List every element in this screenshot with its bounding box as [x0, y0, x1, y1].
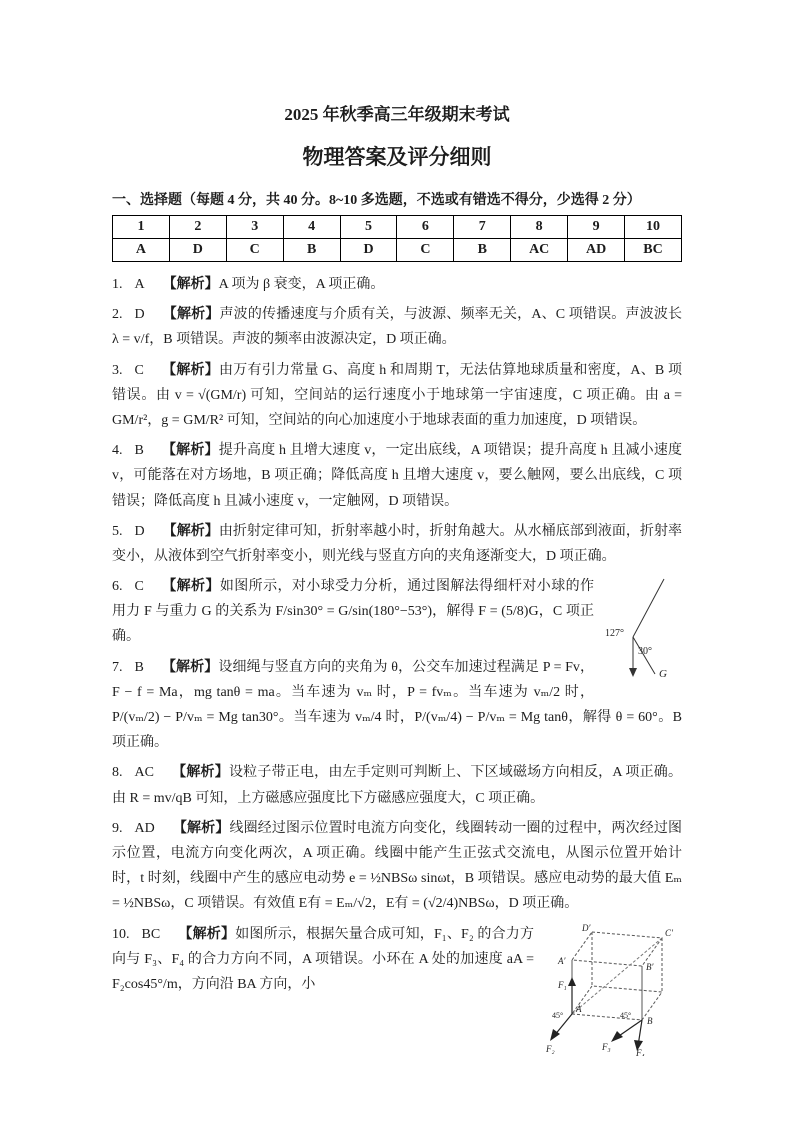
- jiexi-label: 【解析】: [171, 765, 229, 781]
- q6-figure: [604, 574, 682, 689]
- jiexi-label: 【解析】: [161, 659, 219, 675]
- explanation-text: 设细绳与竖直方向的夹角为 θ，公交车加速过程满足 P = Fv，F − f = Ma，mg tanθ = ma。当车速为 vₘ 时，P = fvₘ。当车速为 vₘ/2 时，P/(vₘ/2) − P/vₘ = Mg tan30°。当车速为 vₘ/4 时，P/(vₘ/4) − P/vₘ = Mg tanθ，解得 θ = 60°。B 项正确。: [112, 659, 682, 751]
- answer-cell: AC: [511, 239, 568, 262]
- jiexi-label: 【解析】: [161, 579, 220, 595]
- explanation-q2: [112, 302, 682, 352]
- explanation-q7: [112, 655, 682, 756]
- answer-cell: AD: [568, 239, 625, 262]
- answer-cell: C: [397, 239, 454, 262]
- explanation-text: 声波的传播速度与介质有关，与波源、频率无关，A、C 项错误。声波波长 λ = v/f，B 项错误。声波的频率由波源决定，D 项正确。: [112, 307, 683, 348]
- question-answer: BC: [141, 926, 161, 942]
- jiexi-label: 【解析】: [162, 277, 219, 292]
- vertex-a-prime-label: A′: [558, 955, 566, 966]
- explanation-q9: [112, 816, 682, 917]
- question-number: 3.: [112, 362, 123, 378]
- vertex-b-prime-label: B′: [646, 961, 654, 972]
- question-number-cell: 3: [226, 216, 283, 239]
- question-number: 4.: [112, 443, 123, 459]
- explanation-text: 设粒子带正电，由左手定则可判断上、下区域磁场方向相反，A 项正确。由 R = mv/qB 可知，上方磁感应强度比下方磁感应强度大，C 项正确。: [112, 765, 683, 806]
- question-number-cell: 5: [340, 216, 397, 239]
- explanation-q5: [112, 519, 682, 569]
- explanation-q6: [112, 574, 682, 681]
- jiexi-label: 【解析】: [161, 362, 220, 378]
- gravity-label: G: [659, 668, 667, 681]
- page-subtitle: 物理答案及评分细则: [302, 145, 492, 169]
- question-number-cell: 6: [397, 216, 454, 239]
- answer-cell: C: [226, 239, 283, 262]
- question-number-cell: 2: [169, 216, 226, 239]
- question-number-cell: 9: [568, 216, 625, 239]
- jiexi-label: 【解析】: [178, 926, 236, 942]
- explanation-text: 如图所示，根据矢量合成可知，F₁、F₂ 的合力方向与 F₃、F₄ 的合力方向不同，A 项错误。小环在 A 处的加速度 aA = F₂cos45°/m，方向沿 BA 方向，小: [112, 926, 534, 992]
- answer-cell: B: [283, 239, 340, 262]
- explanation-text: 由万有引力常量 G、高度 h 和周期 T，无法估算地球质量和密度，A、B 项错误。由 v = √(GM/r) 可知，空间站的运行速度小于地球第一宇宙速度，C 项正确。由 a = GM/r²，g = GM/R² 可知，空间站的向心加速度小于地球表面的重力加速度，D 项错误。: [112, 362, 683, 428]
- answer-row: [113, 239, 682, 262]
- explanation-q1: [112, 272, 682, 297]
- jiexi-label: 【解析】: [161, 443, 219, 459]
- explanation-text: A 项为 β 衰变，A 项正确。: [218, 277, 385, 292]
- vertex-a-label: A: [576, 1003, 582, 1014]
- angle-a-45-label: 45°: [552, 1010, 564, 1020]
- question-number-cell: 4: [283, 216, 340, 239]
- question-number: 10.: [112, 926, 130, 942]
- answer-cell: D: [340, 239, 397, 262]
- answer-cell: BC: [625, 239, 682, 262]
- angle-30-label: 30°: [638, 646, 652, 658]
- question-answer: D: [134, 523, 145, 539]
- question-number: 1.: [112, 277, 123, 292]
- answer-cell: B: [454, 239, 511, 262]
- vertex-b-label: B: [647, 1015, 653, 1026]
- question-answer: A: [134, 277, 145, 292]
- section-heading: 一、选择题（每题 4 分，共 40 分。8~10 多选题，不选或有错选不得分，少选得 2 分）: [112, 193, 641, 208]
- question-answer: D: [134, 307, 145, 323]
- question-number-row: [113, 216, 682, 239]
- explanation-text: 由折射定律可知，折射率越小时，折射角越大。从水桶底部到液面，折射率变小，从液体到空气折射率变小，则光线与竖直方向的夹角逐渐变大，D 项正确。: [112, 523, 682, 564]
- explanation-q4: [112, 438, 682, 514]
- angle-127-label: 127°: [605, 628, 624, 640]
- force-f2-label: F₂: [546, 1043, 555, 1054]
- page-title: 2025 年秋季高三年级期末考试: [284, 105, 510, 124]
- explanation-q8: [112, 760, 682, 810]
- question-number-cell: 10: [625, 216, 682, 239]
- vertex-c-prime-label: C′: [665, 927, 673, 938]
- explanation-text: 线圈经过图示位置时电流方向变化，线圈转动一圈的过程中，两次经过图示位置，电流方向变化两次，A 项正确。线圈中能产生正弦式交流电，从图示位置开始计时，t 时刻，线圈中产生的感应电动势 e = ½NBSω sinωt，B 项错误。感应电动势的最大值 Eₘ = ½NBSω，C 项错误。有效值 E有 = Eₘ/√2，E有 = (√2/4)NBSω，D 项正确。: [112, 820, 683, 912]
- question-number-cell: 8: [511, 216, 568, 239]
- question-answer: C: [134, 579, 144, 595]
- explanation-q10: [112, 922, 682, 1056]
- q10-figure: [544, 922, 682, 1065]
- answer-table: [112, 215, 682, 262]
- jiexi-label: 【解析】: [162, 307, 220, 323]
- jiexi-label: 【解析】: [162, 523, 219, 539]
- question-number: 6.: [112, 579, 123, 595]
- question-number: 7.: [112, 659, 123, 675]
- question-number: 9.: [112, 820, 123, 836]
- angle-b-45-label: 45°: [620, 1010, 632, 1020]
- cube-force-diagram-q10: [544, 922, 682, 1056]
- question-answer: B: [134, 443, 144, 459]
- explanation-text: 提升高度 h 且增大速度 v，一定出底线，A 项错误；提升高度 h 且减小速度 v，可能落在对方场地，B 项正确；降低高度 h 且增大速度 v，要么触网，要么出底线，C 项错误；降低高度 h 且减小速度 v，一定触网，D 项错误。: [112, 443, 683, 509]
- vertex-d-prime-label: D′: [582, 922, 591, 933]
- force-f4-label: F₄: [636, 1047, 645, 1056]
- jiexi-label: 【解析】: [172, 820, 230, 836]
- question-number: 5.: [112, 523, 123, 539]
- question-number: 2.: [112, 307, 123, 323]
- question-number: 8.: [112, 765, 123, 781]
- question-answer: B: [134, 659, 144, 675]
- explanation-text: 如图所示，对小球受力分析，通过图解法得细杆对小球的作用力 F 与重力 G 的关系为 F/sin30° = G/sin(180°−53°)，解得 F = (5/8)G，C 项正确。: [112, 579, 595, 645]
- answer-cell: D: [169, 239, 226, 262]
- answer-cell: A: [113, 239, 170, 262]
- question-number-cell: 1: [113, 216, 170, 239]
- question-answer: AD: [134, 820, 155, 836]
- question-answer: C: [134, 362, 144, 378]
- force-f3-label: F₃: [602, 1041, 611, 1052]
- explanation-q3: [112, 358, 682, 434]
- force-f1-label: F₁: [558, 979, 567, 990]
- force-diagram-q6: [604, 574, 682, 680]
- question-answer: AC: [134, 765, 154, 781]
- question-number-cell: 7: [454, 216, 511, 239]
